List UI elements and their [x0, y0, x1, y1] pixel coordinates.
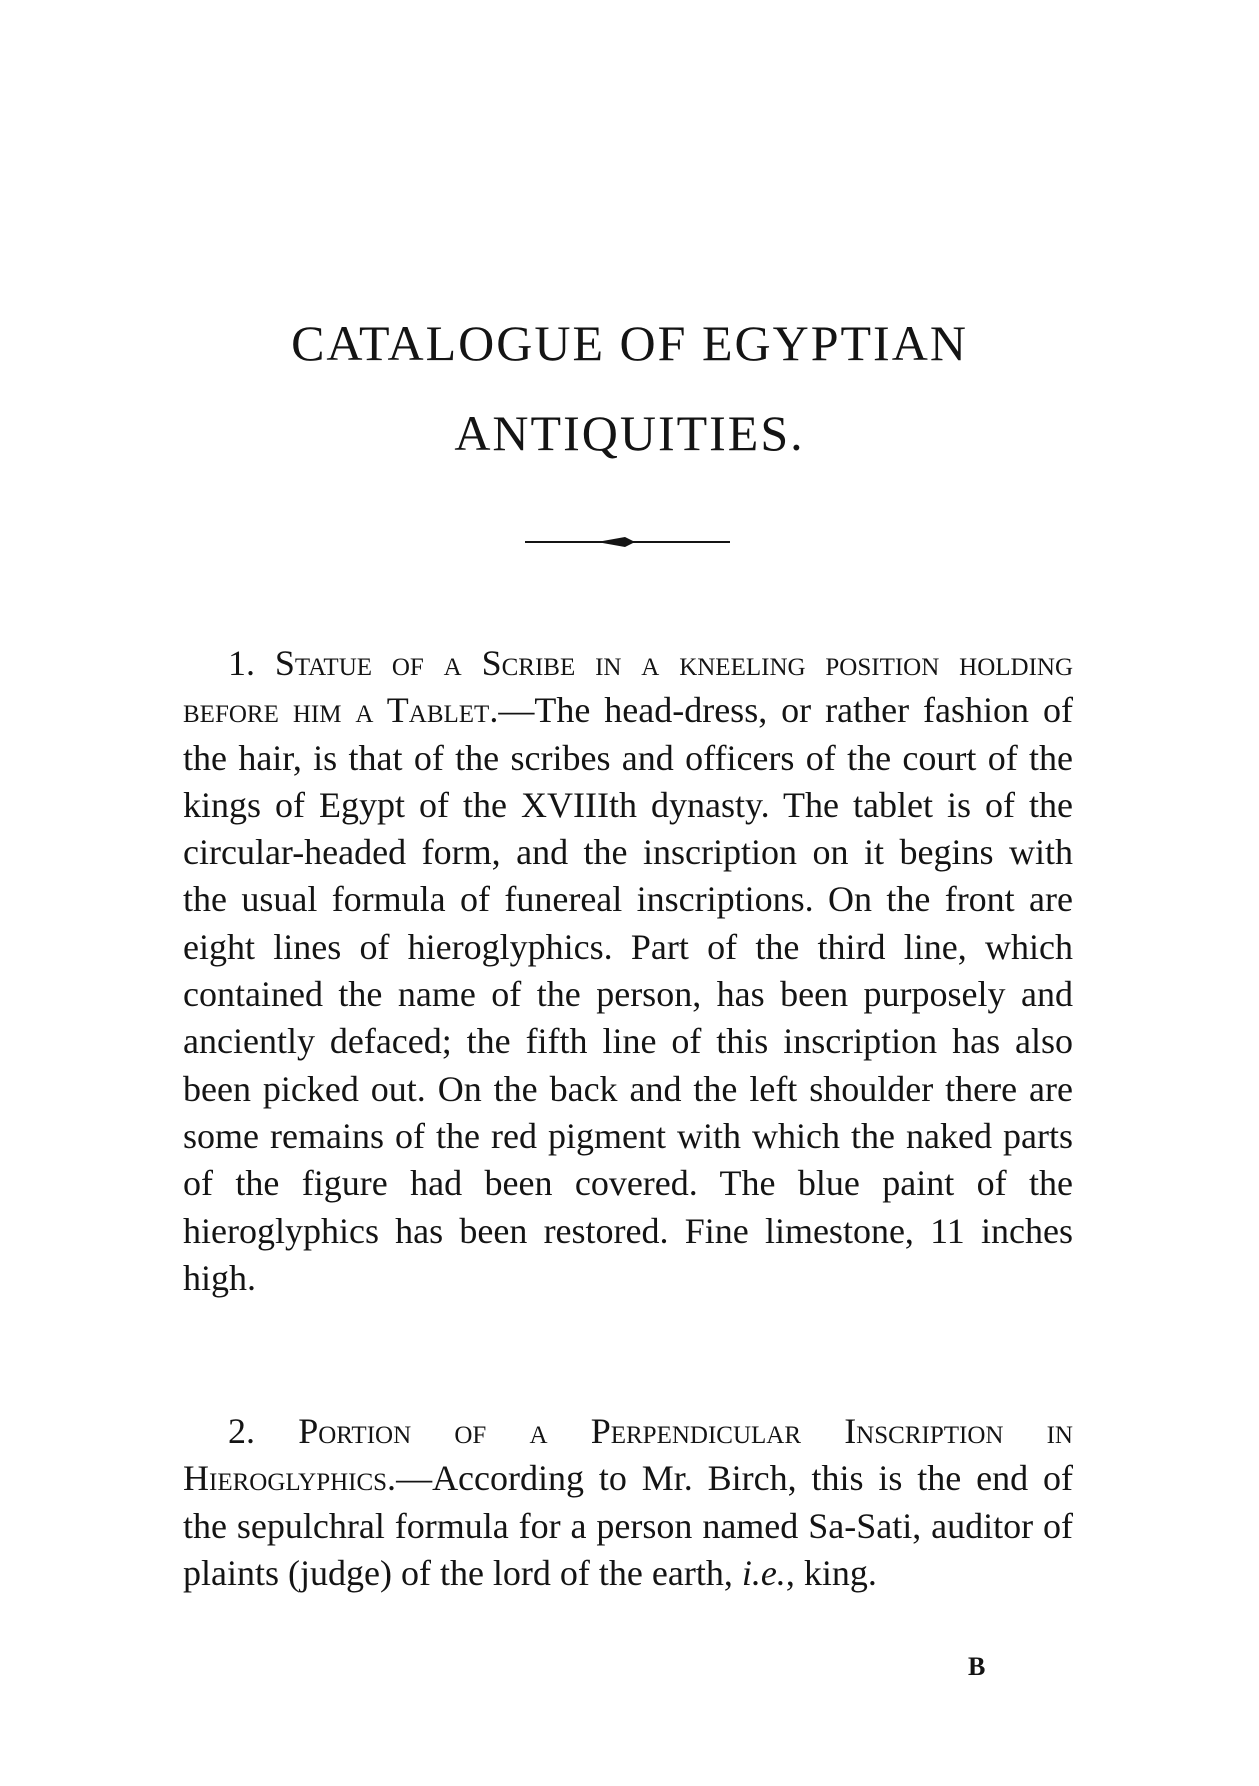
entry-number: 1.: [228, 643, 255, 683]
entry-body: —According to Mr. Birch, this is the end of the sepulchral formula for a person named Sa-Sati, auditor of plaints (judge) of the lord of the earth,: [183, 1458, 1073, 1593]
entry-heading: Statue of a Scribe in a kneeling position holding before him a Tablet.: [183, 643, 1074, 731]
entry-number: 2.: [228, 1411, 255, 1451]
title-line-2: ANTIQUITIES.: [454, 405, 805, 461]
signature-mark: B: [968, 1652, 986, 1681]
entry-heading: Portion of a Perpendicular Inscription in Hieroglyphics.: [183, 1411, 1073, 1499]
entry-body-italic: i.e.: [741, 1552, 786, 1593]
entry-body: —The head-dress, or rather fashion of the hair, is that of the scribes and officers of the court of the kings of Egypt of the XVIIIth dynasty. The tablet is of the circular-headed form, and the inscription on it begins with the usual formula of funereal inscriptions. On the front are eight lines of hieroglyphics. Part of the third line, which contained the name of the person, has been purposely and anciently defaced; the fifth line of this inscription has also been picked out. On the back and the left shoulder there are some remains of the red pigment with which the naked parts of the figure had been covered. The blue paint of the hieroglyphics has been restored. Fine limestone, 11 inches high.: [183, 690, 1073, 1298]
catalogue-entry-1: [183, 640, 1073, 1302]
entry-body-end: , king.: [785, 1552, 877, 1593]
title-line-1: CATALOGUE OF EGYPTIAN: [291, 315, 968, 371]
ornament-divider: [525, 534, 730, 550]
catalogue-entry-2: [183, 1408, 1073, 1597]
